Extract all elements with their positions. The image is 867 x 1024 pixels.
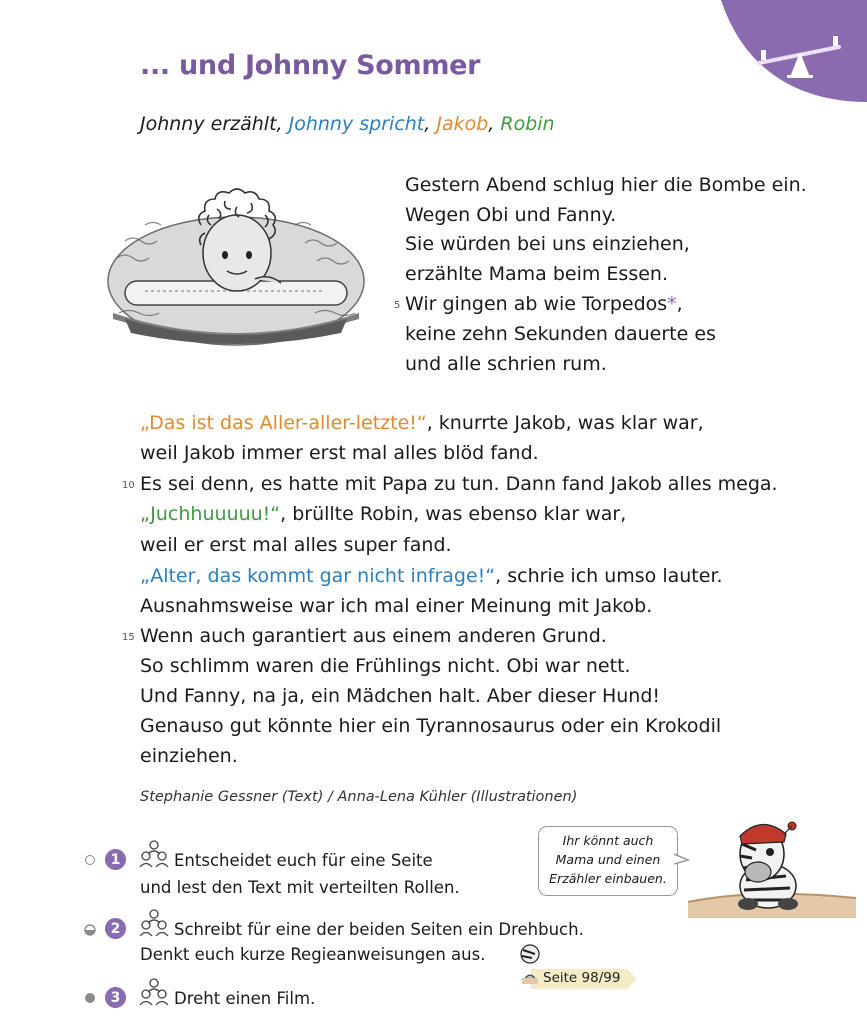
task-text: und lest den Text mit verteilten Rollen.	[140, 878, 460, 897]
role-johnny: Johnny spricht	[288, 113, 425, 135]
poem-line-text: , knurrte Jakob, was klar war,	[426, 412, 704, 434]
task-number: 1	[105, 849, 126, 870]
line-number: 15	[122, 632, 135, 643]
poem-line-text: , schrie ich umso lauter.	[495, 565, 723, 587]
poem-line: Ausnahmsweise war ich mal einer Meinung mit Jakob.	[140, 595, 653, 617]
task-text: Entscheidet euch für eine Seite	[174, 851, 433, 870]
group-work-icon	[138, 977, 170, 1007]
poem-line: weil er erst mal alles super fand.	[140, 534, 452, 556]
robin-quote: „Juchhuuuuu!“	[140, 503, 281, 525]
difficulty-medium-icon	[84, 924, 96, 936]
role-separator: ,	[424, 113, 437, 135]
role-legend	[140, 113, 555, 135]
page-reference[interactable]: Seite 98/99	[543, 970, 621, 986]
chapter-corner-tab	[721, 0, 867, 102]
group-work-icon	[138, 839, 170, 869]
hint-line: Mama und einen	[555, 852, 661, 867]
poem-line: Sie würden bei uns einziehen,	[405, 233, 690, 255]
task-text: Schreibt für eine der beiden Seiten ein Drehbuch.	[174, 920, 584, 939]
poem-line: Genauso gut könnte hier ein Tyrannosaurus oder ein Krokodil	[140, 715, 722, 737]
task-number: 2	[105, 918, 126, 939]
zebra-mini-icon	[516, 940, 546, 988]
poem-line: Wenn auch garantiert aus einem anderen Grund.	[140, 625, 607, 647]
poem-line: einziehen.	[140, 745, 238, 767]
role-narrator: Johnny erzählt	[140, 113, 277, 135]
page-title: ... und Johnny Sommer	[140, 50, 481, 81]
poem-line: Es sei denn, es hatte mit Papa zu tun. Dann fand Jakob alles mega.	[140, 473, 778, 495]
hint-speech-bubble	[538, 826, 678, 896]
poem-line-text: , brüllte Robin, was ebenso klar war,	[280, 503, 627, 525]
zebra-mascot	[688, 814, 856, 918]
poem-line: erzählte Mama beim Essen.	[405, 263, 668, 285]
poem-line: Und Fanny, na ja, ein Mädchen halt. Aber dieser Hund!	[140, 685, 661, 707]
poem-line-text: Wir gingen ab wie Torpedos	[405, 293, 668, 315]
footnote-asterisk: *	[667, 293, 677, 315]
poem-line: So schlimm waren die Frühlings nicht. Obi war nett.	[140, 655, 631, 677]
author-credit: Stephanie Gessner (Text) / Anna-Lena Kühler (Illustrationen)	[140, 789, 578, 805]
poem-line: Wegen Obi und Fanny.	[405, 204, 617, 226]
jakob-quote: „Das ist das Aller-aller-letzte!“	[140, 412, 427, 434]
hint-line: Erzähler einbauen.	[549, 871, 667, 886]
difficulty-easy-icon	[85, 855, 95, 865]
poem-line: weil Jakob immer erst mal alles blöd fand.	[140, 442, 539, 464]
poem-line	[405, 289, 683, 319]
difficulty-hard-icon	[85, 993, 95, 1003]
poem-line: und alle schrien rum.	[405, 353, 607, 375]
task-text: Dreht einen Film.	[174, 989, 316, 1008]
johnny-quote: „Alter, das kommt gar nicht infrage!“	[140, 565, 496, 587]
hint-line: Ihr könnt auch	[562, 833, 654, 848]
line-number: 5	[394, 300, 401, 311]
task-number: 3	[105, 987, 126, 1008]
role-separator: ,	[488, 113, 501, 135]
poem-line	[140, 561, 723, 591]
poem-line: keine zehn Sekunden dauerte es	[405, 323, 716, 345]
task-text: Denkt euch kurze Regieanweisungen aus.	[140, 945, 486, 964]
poem-line: Gestern Abend schlug hier die Bombe ein.	[405, 174, 807, 196]
poem-line	[140, 408, 704, 438]
boy-illustration	[105, 163, 367, 353]
line-number: 10	[122, 480, 135, 491]
role-jakob: Jakob	[436, 113, 489, 135]
poem-line-comma: ,	[676, 293, 683, 315]
role-robin: Robin	[500, 113, 555, 135]
poem-line	[140, 499, 626, 529]
group-work-icon	[138, 908, 170, 938]
role-separator: ,	[276, 113, 289, 135]
